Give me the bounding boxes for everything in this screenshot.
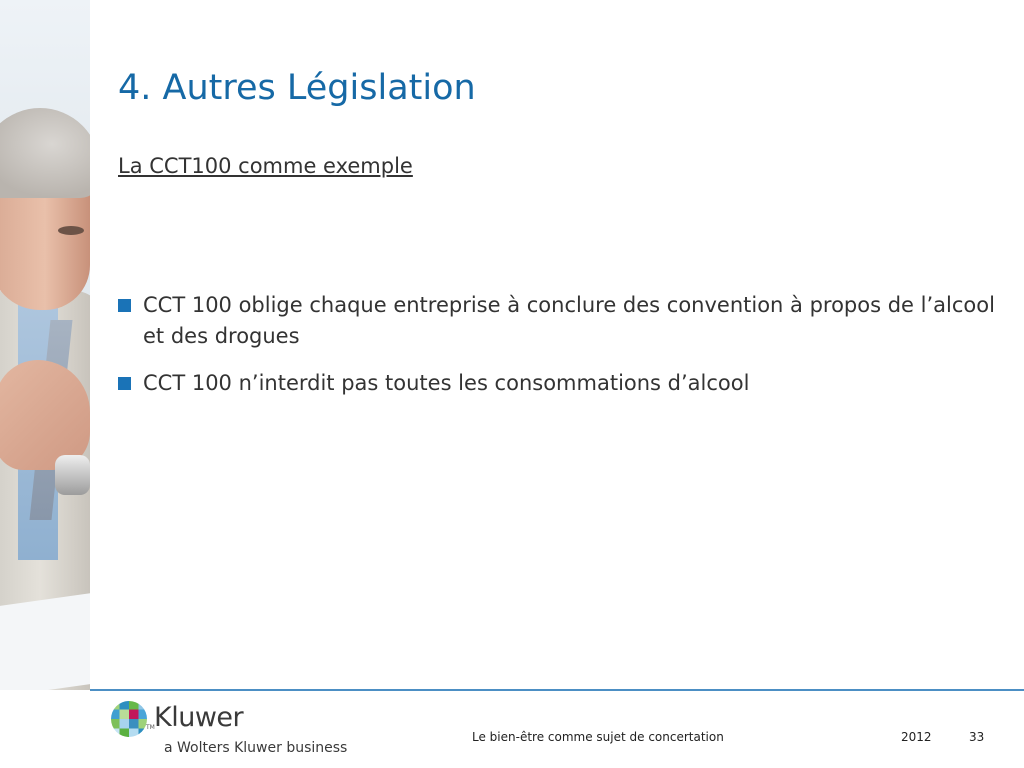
list-item [118,368,998,399]
footer-divider [90,689,1024,691]
footer-year: 2012 [901,730,932,744]
square-bullet-icon [118,377,131,390]
bullet-text: CCT 100 n’interdit pas toutes les consommations d’alcool [143,371,750,395]
slide-title: 4. Autres Législation [118,68,476,108]
square-bullet-icon [118,299,131,312]
slide-subtitle: La CCT100 comme exemple [118,154,413,178]
list-item [118,290,998,352]
logo-trademark: TM [146,724,155,731]
logo-tagline: a Wolters Kluwer business [164,740,348,756]
bullet-text: CCT 100 oblige chaque entreprise à conclure des convention à propos de l’alcool et des drogues [143,293,995,348]
bullet-list [118,290,998,415]
logo-wordmark: Kluwer [154,702,244,733]
page-number: 33 [969,730,985,744]
photo-strip [0,0,90,690]
footer-title: Le bien-être comme sujet de concertation [472,730,724,744]
kluwer-logo [110,700,370,760]
kluwer-logo-icon [110,700,148,738]
